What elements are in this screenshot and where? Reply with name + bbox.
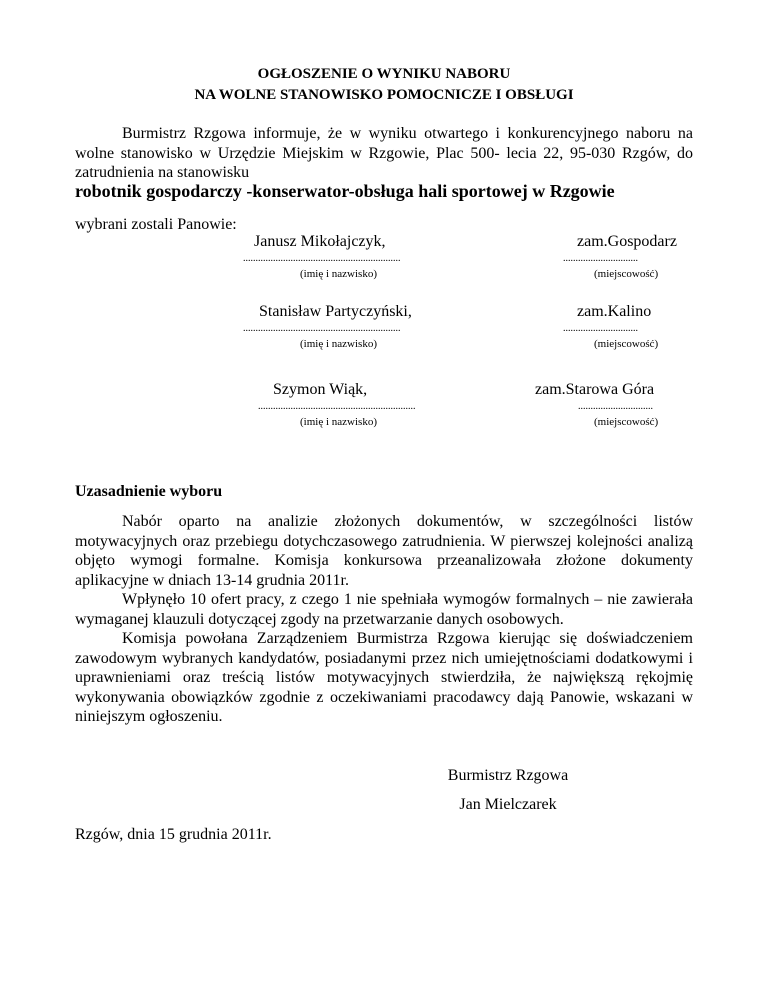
document-title-line1: OGŁOSZENIE O WYNIKU NABORU: [257, 66, 511, 82]
candidate-name: Stanisław Partyczyński,: [259, 303, 412, 320]
justification-paragraph-3: Komisja powołana Zarządzeniem Burmistrza Rzgowa kierując się doświadczeniem zawodowym wybranych kandydatów, posiadanymi przez nich umiejętnościami dodatkowymi i uprawnieniami oraz treścią listów motywacyjnych stwierdziła, że największą rękojmię wykonywania obowiązków zgodnie z oczekiwaniami pracodawcy dają Panowie, wskazani w niniejszym ogłoszeniu.: [75, 630, 693, 725]
signature-name: Jan Mielczarek: [459, 796, 557, 813]
name-dotted-line: ...............................................................: [258, 401, 416, 412]
document-date: Rzgów, dnia 15 grudnia 2011r.: [75, 826, 272, 843]
intro-section: [75, 124, 693, 183]
justification-section: [75, 512, 693, 727]
name-dotted-line: ...............................................................: [243, 323, 401, 334]
candidate-name: Szymon Wiąk,: [273, 381, 368, 398]
position-title: robotnik gospodarczy -konserwator-obsługa hali sportowej w Rzgowie: [75, 181, 615, 201]
name-caption: (imię i nazwisko): [300, 416, 377, 428]
intro-paragraph: Burmistrz Rzgowa informuje, że w wyniku otwartego i konkurencyjnego naboru na wolne stanowisko w Urzędzie Miejskim w Rzgowie, Plac 500- lecia 22, 95-030 Rzgów, do zatrudnienia na stanowisku: [75, 125, 693, 181]
candidate-name: Janusz Mikołajczyk,: [254, 233, 386, 250]
name-caption: (imię i nazwisko): [300, 338, 377, 350]
signature-role: Burmistrz Rzgowa: [447, 767, 569, 784]
document-title-line2: NA WOLNE STANOWISKO POMOCNICZE I OBSŁUGI: [194, 87, 574, 103]
place-caption: (miejscowość): [594, 338, 659, 350]
place-caption: (miejscowość): [594, 416, 659, 428]
place-dotted-line: ..............................: [578, 401, 653, 412]
place-caption: (miejscowość): [594, 268, 659, 280]
candidate-place: zam.Kalino: [577, 303, 652, 320]
name-caption: (imię i nazwisko): [300, 268, 377, 280]
candidate-place: zam.Starowa Góra: [535, 381, 655, 398]
justification-heading: Uzasadnienie wyboru: [75, 483, 223, 500]
justification-paragraph-2: Wpłynęło 10 ofert pracy, z czego 1 nie spełniała wymogów formalnych – nie zawierała wymaganej klauzuli dotyczącej zgody na przetwarzanie danych osobowych.: [75, 591, 693, 628]
place-dotted-line: ..............................: [563, 323, 638, 334]
place-dotted-line: ..............................: [563, 253, 638, 264]
selected-intro: wybrani zostali Panowie:: [75, 216, 237, 233]
name-dotted-line: ...............................................................: [243, 253, 401, 264]
candidate-place: zam.Gospodarz: [577, 233, 677, 250]
justification-paragraph-1: Nabór oparto na analizie złożonych dokumentów, w szczególności listów motywacyjnych oraz przebiegu dotychczasowego zatrudnienia. W pierwszej kolejności analizą objęto wymogi formalne. Komisja konkursowa przeanalizowała złożone dokumenty aplikacyjne w dniach 13-14 grudnia 2011r.: [75, 513, 693, 589]
